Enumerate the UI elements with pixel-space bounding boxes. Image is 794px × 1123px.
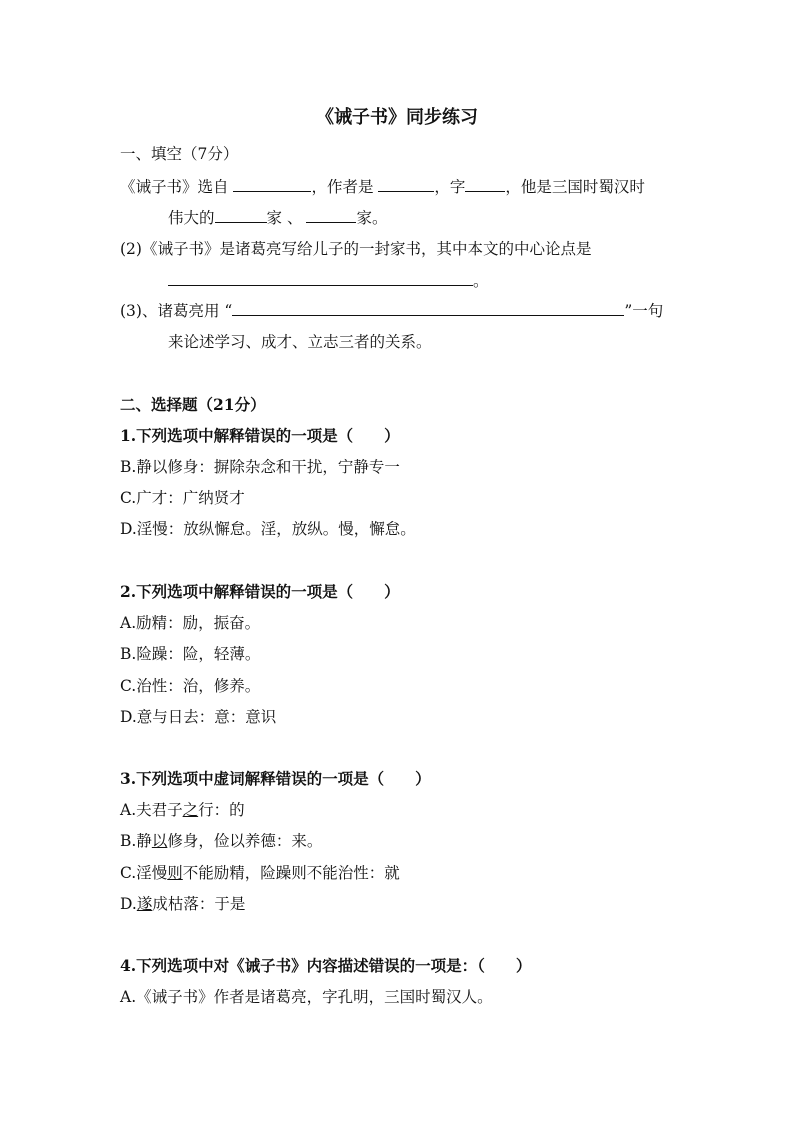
- q2-blank-central-thesis[interactable]: [168, 270, 473, 286]
- q1-option-b: B.静以修身：摒除杂念和干扰，宁静专一: [120, 458, 400, 476]
- q3-option-d-post: 成枯落：于是: [152, 895, 246, 913]
- q1-text-2: ，作者是: [311, 178, 379, 196]
- choice-question-1: 1.下列选项中解释错误的一项是（ ）: [120, 426, 400, 445]
- q3-option-c-underlined: 则: [167, 864, 183, 882]
- q3-option-c: [120, 863, 400, 883]
- fill-question-2-line2: [168, 270, 489, 291]
- page-title: 《诫子书》同步练习: [316, 107, 478, 128]
- q3-text-1: (3)、诸葛亮用 “: [120, 302, 233, 320]
- q1-blank-role-1[interactable]: [215, 207, 267, 223]
- q1-blank-courtesy-name[interactable]: [465, 176, 505, 192]
- q3-option-d-pre: D.: [120, 895, 137, 913]
- q1-blank-role-2[interactable]: [306, 207, 356, 223]
- q3-option-a-post: 行：的: [198, 801, 245, 819]
- q3-text-2: ”一句: [624, 302, 664, 320]
- q3-option-d-underlined: 遂: [136, 895, 153, 913]
- q3-option-c-post: 不能励精，险躁则不能治性：就: [182, 864, 400, 882]
- q3-option-b: [120, 831, 322, 851]
- q1-text-5: 伟大的: [168, 209, 215, 227]
- q1-text-7: 家。: [356, 209, 388, 227]
- q2-text-2: 。: [473, 272, 489, 290]
- q3-option-c-pre: C.淫慢: [120, 864, 168, 882]
- fill-question-3-line1: [120, 300, 663, 321]
- q4-option-a: A.《诫子书》作者是诸葛亮，字孔明，三国时蜀汉人。: [120, 988, 493, 1006]
- fill-question-3-line2: 来论述学习、成才、立志三者的关系。: [168, 333, 432, 351]
- q1-blank-author[interactable]: [378, 176, 434, 192]
- q2-option-b: B.险躁：险，轻薄。: [120, 645, 261, 663]
- fill-question-2-line1: (2)《诫子书》是诸葛亮写给儿子的一封家书，其中本文的中心论点是: [120, 240, 592, 258]
- section2-heading: 二、选择题（21分）: [120, 395, 266, 414]
- choice-question-3: 3.下列选项中虚词解释错误的一项是（ ）: [120, 769, 431, 788]
- q2-option-a: A.励精：励，振奋。: [120, 614, 261, 632]
- q3-option-b-post: 修身，俭以养德：来。: [167, 832, 323, 850]
- q2-option-d: D.意与日去：意：意识: [120, 708, 277, 726]
- section1-heading: 一、填空（7分）: [120, 145, 239, 163]
- q3-option-b-underlined: 以: [151, 832, 168, 850]
- q3-option-a-pre: A.夫君子: [120, 801, 183, 819]
- q2-option-c: C.治性：治，修养。: [120, 677, 261, 695]
- q1-blank-source[interactable]: [233, 176, 311, 192]
- q3-option-a-underlined: 之: [182, 801, 199, 819]
- q3-option-a: [120, 800, 245, 820]
- choice-question-4: 4.下列选项中对《诫子书》内容描述错误的一项是：（ ）: [120, 956, 532, 975]
- q3-blank-quote[interactable]: [232, 300, 624, 316]
- q1-option-c: C.广才：广纳贤才: [120, 489, 245, 507]
- q3-option-b-pre: B.静: [120, 832, 152, 850]
- q1-option-d: D.淫慢：放纵懈怠。淫，放纵。慢，懈怠。: [120, 520, 416, 538]
- choice-question-2: 2.下列选项中解释错误的一项是（ ）: [120, 582, 400, 601]
- q1-text-1: 《诫子书》选自: [120, 178, 234, 196]
- q1-text-4: ，他是三国时蜀汉时: [505, 178, 645, 196]
- fill-question-1-line1: [120, 176, 645, 197]
- q1-text-3: ，字: [434, 178, 466, 196]
- q3-option-d: [120, 894, 245, 914]
- fill-question-1-line2: [168, 207, 387, 228]
- q1-text-6: 家 、: [266, 209, 303, 227]
